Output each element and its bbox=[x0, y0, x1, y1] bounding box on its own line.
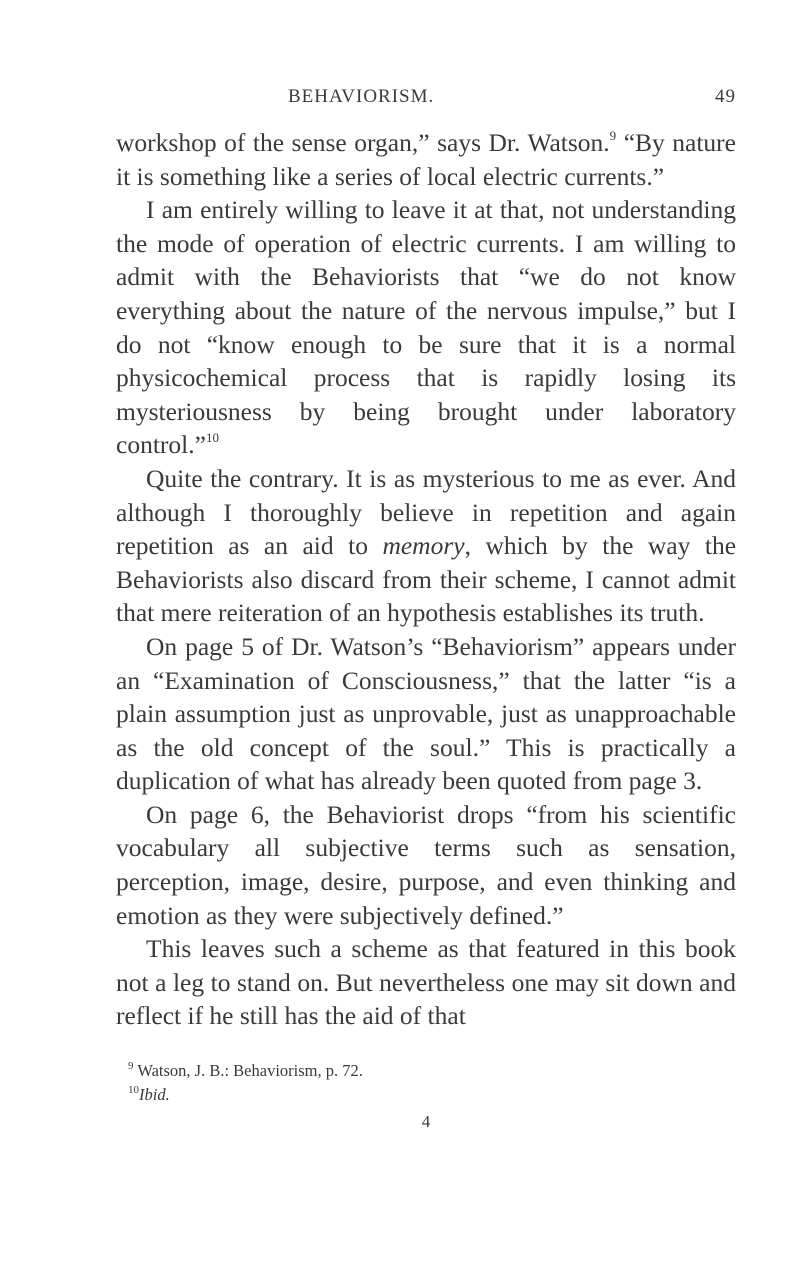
footnote: $^{10}$Ibid. bbox=[128, 1084, 170, 1104]
body-text bbox=[116, 126, 736, 1033]
paragraph: On page 5 of Dr. Watson’s “Behaviorism” appears under an “Examination of Consciousness,” that the latter “is a plain assumption just as unprovable, just as unapproachable as the old concept of the soul.” This is practically a duplication of what has already been quoted from page 3. bbox=[116, 631, 736, 796]
paragraph: workshop of the sense organ,” says Dr. Watson.$^9$ “By nature it is something like a series of local electric currents.” bbox=[116, 128, 736, 191]
page-header bbox=[116, 86, 736, 114]
paragraph: On page 6, the Behaviorist drops “from his scientific vocabulary all subjective terms such as sensation, perception, image, desire, purpose, and even thinking and emotion as they were subjectively defined.” bbox=[116, 799, 736, 930]
paragraph: This leaves such a scheme as that featured in this book not a leg to stand on. But nevertheless one may sit down and reflect if he still has the aid of that bbox=[116, 934, 736, 1031]
footnote-ref: 9 bbox=[609, 128, 617, 143]
running-head: BEHAVIORISM. bbox=[288, 86, 435, 107]
footnote-mark: 9 bbox=[128, 1060, 134, 1072]
emphasized-word: memory bbox=[382, 531, 465, 561]
footnote-mark: 10 bbox=[128, 1084, 139, 1096]
footnote: $^9$ Watson, J. B.: Behaviorism, p. 72. bbox=[128, 1060, 363, 1080]
paragraph: I am entirely willing to leave it at that, not understanding the mode of operation of electric currents. I am willing to admit with the Behaviorists that “we do not know everything about the nature of the nervous impulse,” but I do not “know enough to be sure that it is a normal physicochemical process that is rapidly losing its mysteriousness by being brought under laboratory control.”$^{10}$ bbox=[116, 195, 736, 460]
paragraph: Quite the contrary. It is as mysterious to me as ever. And although I thoroughly believe in repetition and again repetition as an aid to memory, which by the way the Behaviorists also discard from their scheme, I cannot admit that mere reiteration of an hypothesis establishes its truth. bbox=[116, 463, 737, 628]
signature-mark: 4 bbox=[421, 1112, 431, 1131]
footnotes bbox=[116, 1059, 736, 1107]
book-page bbox=[116, 0, 736, 1284]
footnote-ref: 10 bbox=[205, 430, 219, 446]
page-number: 49 bbox=[715, 86, 736, 107]
